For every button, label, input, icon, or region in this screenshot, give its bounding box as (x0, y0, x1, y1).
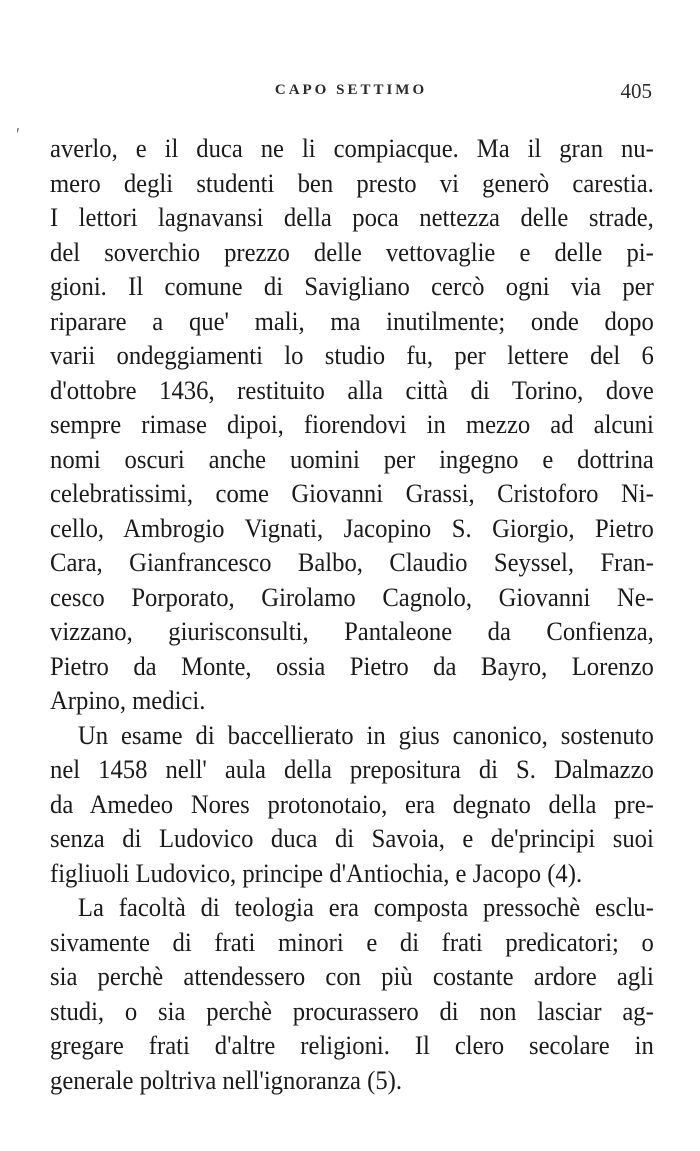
text-line: Pietro da Monte, ossia Pietro da Bayro, Lorenzo (50, 650, 654, 681)
text-line: sempre rimase dipoi, fiorendovi in mezzo ad alcuni (50, 409, 654, 439)
paragraph (50, 890, 654, 1097)
text-line: gioni. Il comune di Savigliano cercò ogni via per (50, 271, 654, 301)
text-line: Un esame di baccellierato in gius canonico, sostenuto (77, 719, 654, 750)
text-line: nomi oscuri anche uomini per ingegno e dottrina (50, 443, 654, 474)
text-line: da Amedeo Nores protonotaio, era degnato della pre- (50, 788, 654, 819)
body-text (50, 131, 654, 1097)
text-line: cello, Ambrogio Vignati, Jacopino S. Giorgio, Pietro (50, 512, 654, 543)
text-line: Cara, Gianfrancesco Balbo, Claudio Seyssel, Fran- (50, 547, 654, 577)
text-line: Arpino, medici. (50, 685, 206, 715)
text-line: d'ottobre 1436, restituito alla città di Torino, dove (50, 374, 654, 405)
text-line: averlo, e il duca ne li compiacque. Ma il gran nu- (50, 133, 654, 163)
text-line: nel 1458 nell' aula della prepositura di S. Dalmazzo (50, 754, 654, 784)
text-line: mero degli studenti ben presto vi generò carestia. (50, 167, 654, 198)
text-line: sia perchè attendessero con più costante ardore agli (50, 961, 654, 991)
text-line: vizzano, giurisconsulti, Pantaleone da Confienza, (50, 616, 654, 646)
text-line: studi, o sia perchè procurassero di non lasciar ag- (50, 995, 654, 1026)
text-line: varii ondeggiamenti lo studio fu, per lettere del 6 (50, 340, 654, 370)
text-line: senza di Ludovico duca di Savoia, e de'principi suoi (50, 823, 654, 853)
text-line: generale poltriva nell'ignoranza (5). (50, 1064, 403, 1095)
text-line: cesco Porporato, Girolamo Cagnolo, Giovanni Ne- (50, 581, 654, 612)
page-header (50, 79, 652, 106)
text-line: riparare a que' mali, ma inutilmente; onde dopo (50, 305, 654, 336)
paragraph (50, 718, 654, 891)
page-number: 405 (620, 79, 652, 103)
text-line: sivamente di frati minori e di frati predicatori; o (50, 926, 654, 957)
text-line: del soverchio prezzo delle vettovaglie e delle pi- (50, 236, 654, 267)
text-line: I lettori lagnavansi della poca nettezza delle strade, (50, 202, 654, 232)
text-line: gregare frati d'altre religioni. Il clero secolare in (50, 1030, 654, 1060)
text-line: celebratissimi, come Giovanni Grassi, Cristoforo Ni- (50, 478, 654, 508)
text-line: figliuoli Ludovico, principe d'Antiochia, e Jacopo (4). (50, 857, 583, 888)
text-line: La facoltà di teologia era composta pressochè esclu- (77, 892, 654, 922)
margin-mark: ʹ (16, 124, 20, 144)
paragraph (50, 131, 654, 718)
running-title: CAPO SETTIMO (274, 82, 428, 98)
